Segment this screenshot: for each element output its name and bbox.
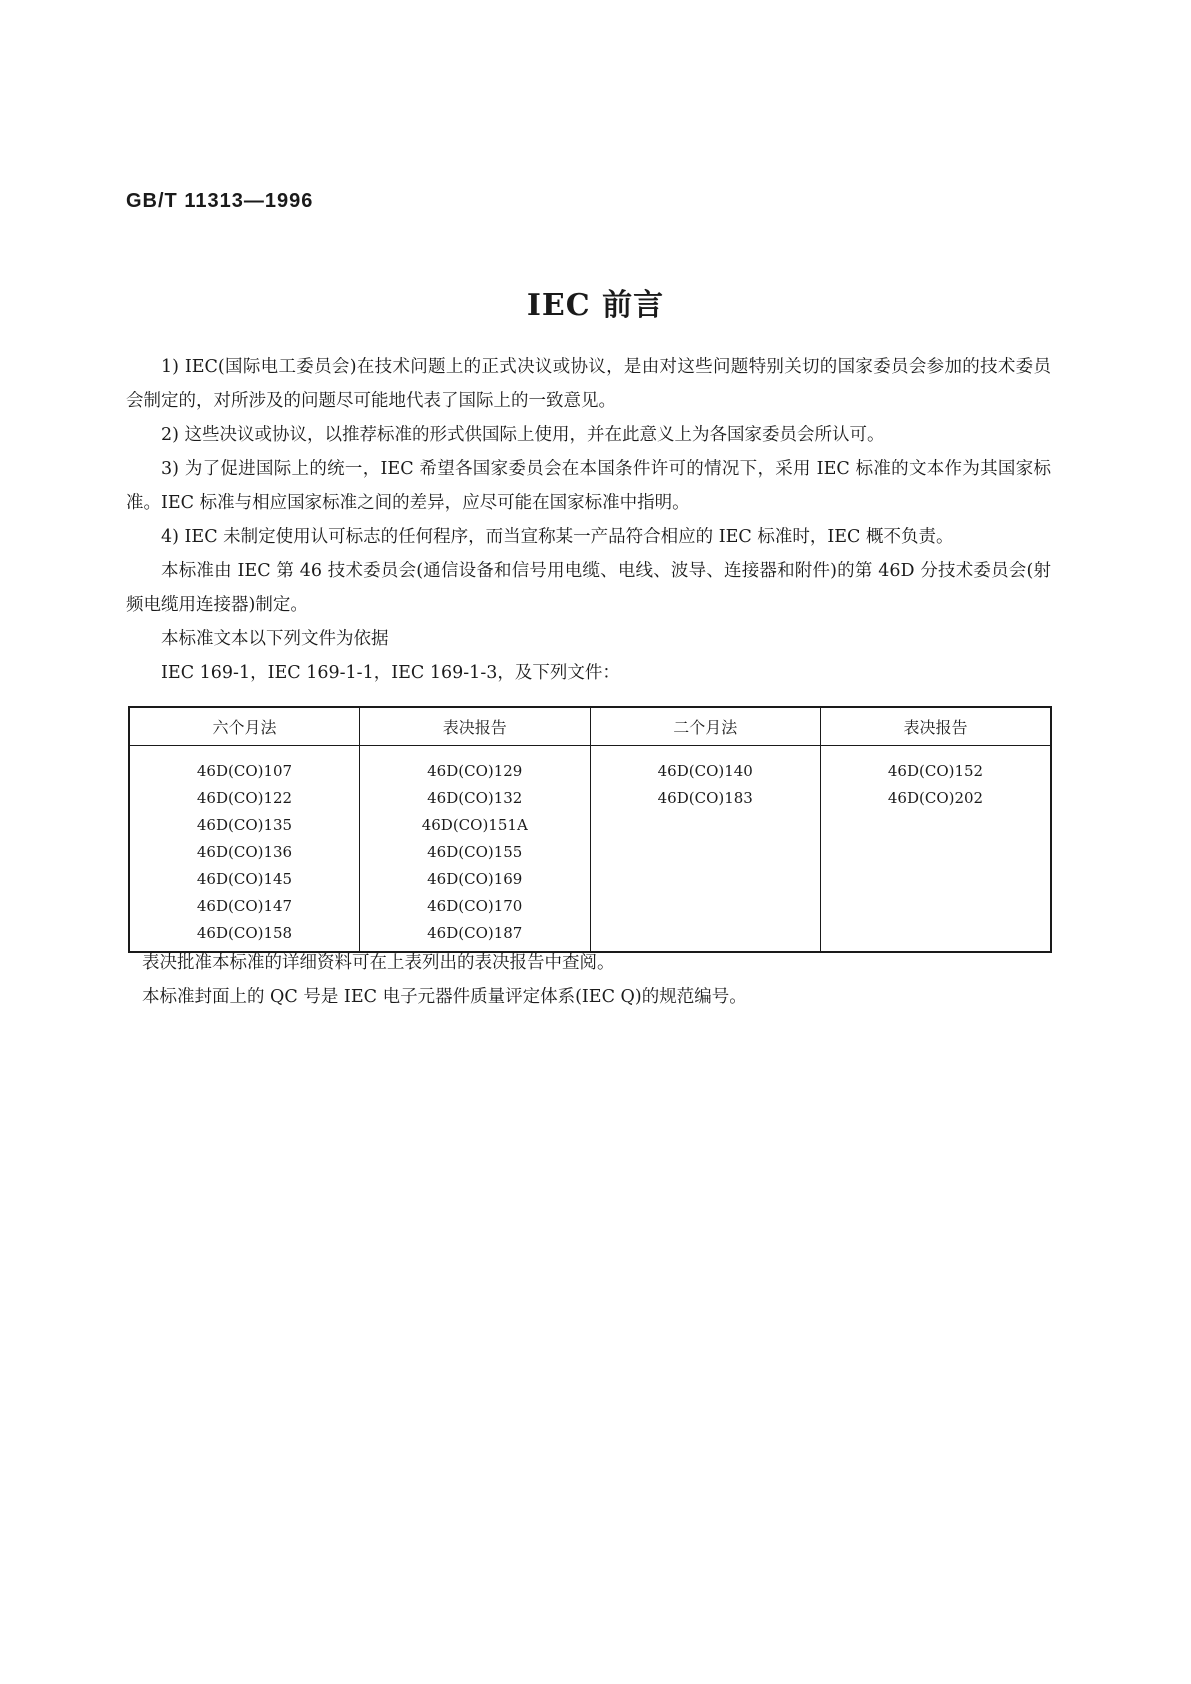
table-cell: 46D(CO)147 (196, 897, 293, 915)
notes (142, 946, 1052, 1014)
column-six-month-rule (129, 746, 360, 953)
paragraph-4: 4) IEC 未制定使用认可标志的任何程序，而当宣称某一产品符合相应的 IEC 标准时，IEC 概不负责。 (161, 527, 954, 547)
table-cell: 46D(CO)158 (196, 924, 293, 942)
table-cell: 46D(CO)135 (196, 816, 293, 834)
table-cell: 46D(CO)187 (427, 924, 523, 942)
header-two-month-procedure: 二个月法 (590, 707, 821, 746)
preface-body (126, 350, 1051, 690)
table-cell: 46D(CO)140 (657, 762, 753, 780)
table-cell: 46D(CO)132 (427, 789, 523, 807)
table-cell: 46D(CO)169 (427, 870, 523, 888)
header-voting-report-2: 表决报告 (821, 707, 1052, 746)
note-voting-details: 表决批准本标准的详细资料可在上表列出的表决报告中查阅。 (142, 953, 615, 973)
table-row (129, 746, 1051, 953)
column-voting-report-2 (821, 746, 1052, 953)
note-qc-number: 本标准封面上的 QC 号是 IEC 电子元器件质量评定体系(IEC Q)的规范编号。 (142, 987, 747, 1007)
standard-number: GB/T 11313—1996 (126, 190, 314, 212)
table-cell: 46D(CO)155 (427, 843, 523, 861)
table-header-row (129, 707, 1051, 746)
paragraph-3: 3) 为了促进国际上的统一，IEC 希望各国家委员会在本国条件许可的情况下，采用 IEC 标准的文本作为其国家标准。IEC 标准与相应国家标准之间的差异，应尽可能在国家标准中指明。 (126, 459, 1051, 513)
table-cell: 46D(CO)151A (421, 816, 528, 834)
header-voting-report-1: 表决报告 (360, 707, 591, 746)
page-title: IEC 前言 (526, 288, 665, 323)
table-cell: 46D(CO)170 (427, 897, 523, 915)
table-cell: 46D(CO)129 (427, 762, 523, 780)
column-voting-report-1 (360, 746, 591, 953)
header-six-month-rule: 六个月法 (129, 707, 360, 746)
paragraph-documents: IEC 169-1，IEC 169-1-1，IEC 169-1-3，及下列文件： (161, 663, 620, 683)
table-cell: 46D(CO)136 (196, 843, 293, 861)
table-cell: 46D(CO)107 (196, 762, 293, 780)
paragraph-committee: 本标准由 IEC 第 46 技术委员会(通信设备和信号用电缆、电线、波导、连接器和附件)的第 46D 分技术委员会(射频电缆用连接器)制定。 (126, 561, 1051, 615)
table-cell: 46D(CO)145 (196, 870, 293, 888)
table-cell: 46D(CO)152 (887, 762, 984, 780)
column-two-month-procedure (590, 746, 821, 953)
table-cell: 46D(CO)122 (196, 789, 293, 807)
paragraph-2: 2) 这些决议或协议，以推荐标准的形式供国际上使用，并在此意义上为各国家委员会所认可。 (161, 425, 885, 445)
paragraph-basis: 本标准文本以下列文件为依据 (161, 629, 389, 649)
table-cell: 46D(CO)183 (657, 789, 753, 807)
documents-table (128, 706, 1052, 953)
table-cell: 46D(CO)202 (887, 789, 984, 807)
paragraph-1: 1) IEC(国际电工委员会)在技术问题上的正式决议或协议，是由对这些问题特别关切的国家委员会参加的技术委员会制定的，对所涉及的问题尽可能地代表了国际上的一致意见。 (126, 357, 1051, 411)
